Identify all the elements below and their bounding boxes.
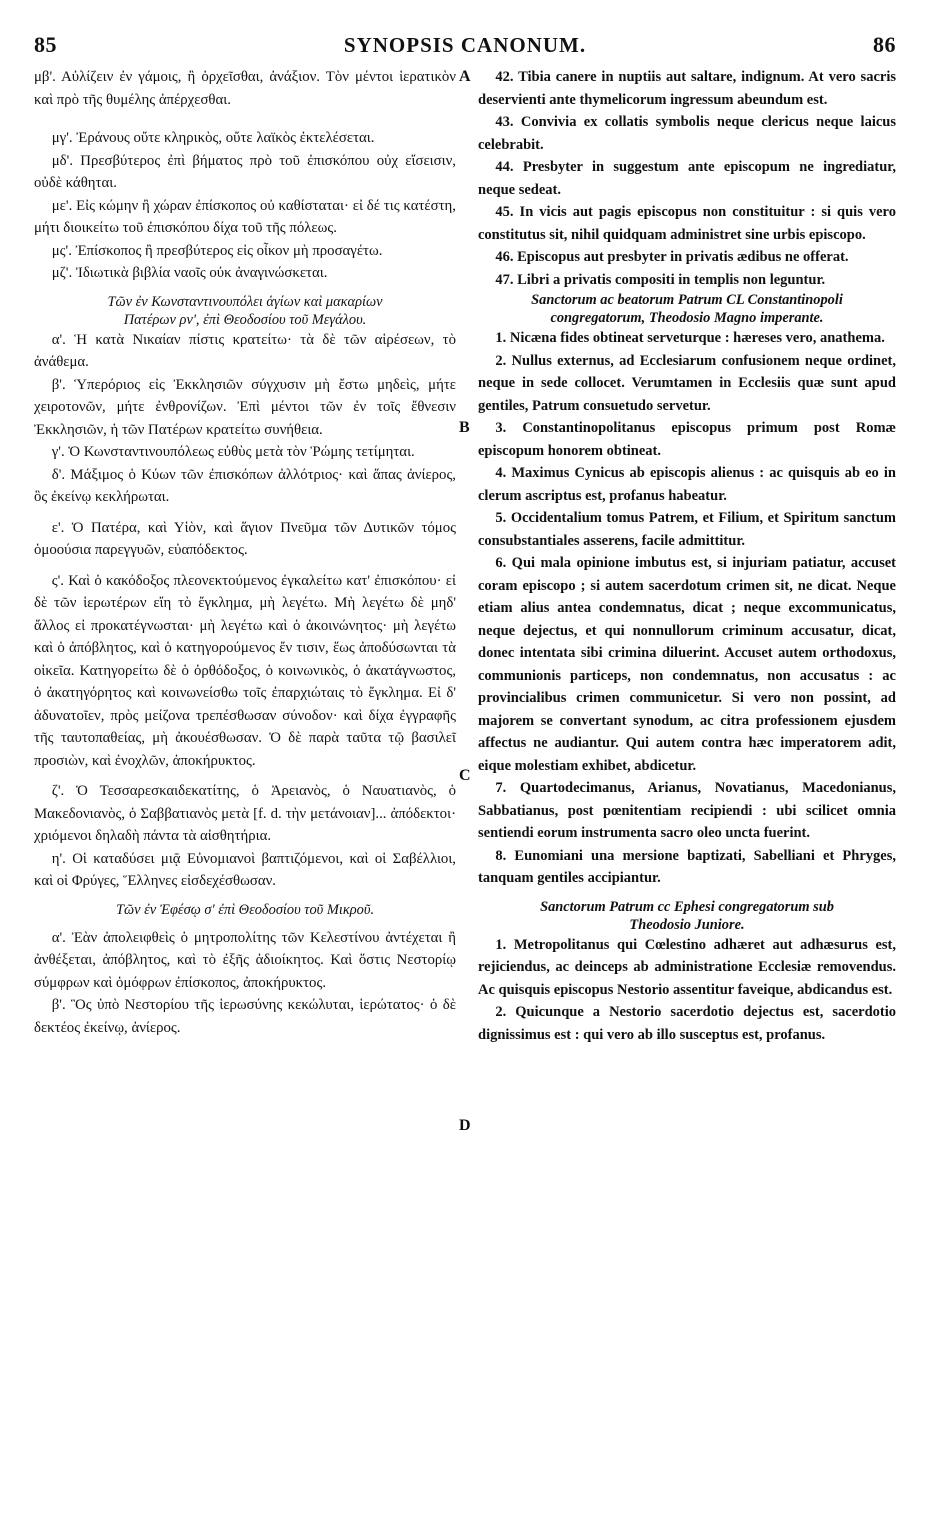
greek-section-heading-ephesus: Τῶν ἐν Ἐφέσῳ σ' ἐπὶ Θεοδοσίου τοῦ Μικροῦ. [115, 901, 375, 918]
latin-constantinople-canon-7: 7. Quartodecimanus, Arianus, Novatianus, Macedonianus, Sabbatianus, post pœnitentiam recipiendi : ubi scilicet omnia sentiendi eorum instrumenta sacro oleo uncta fuerint. [478, 780, 896, 841]
greek-constantinople-canon-7: ζ'. Ὁ Τεσσαρεσκαιδεκατίτης, ὁ Ἀρειανὸς, ὁ Ναυατιανὸς, ὁ Μακεδονιανὸς, ὁ Σαββατιανὸς μετὰ [f. d. τὴν μετάνοιαν]... ἀπόδεκτοι· χριόμενοι δηλαδὴ πάντα τὰ αἰσθητήρια. [34, 783, 456, 844]
margin-letter-a: A [459, 68, 471, 85]
page-number-right: 86 [873, 32, 896, 57]
greek-constantinople-canon-5: ε'. Ὁ Πατέρα, καὶ Υἱὸν, καὶ ἅγιον Πνεῦμα τῶν Δυτικῶν τόμος ὁμοούσια παρεγγυῶν, εὐαπόδεκτος. [34, 519, 456, 558]
latin-section-heading-constantinople-2: congregatorum, Theodosio Magno imperante. [550, 310, 824, 326]
greek-ephesus-canon-2: β'. Ὃς ὑπὸ Νεστορίου τῆς ἱερωσύνης κεκώλυται, ἱερώτατος· ὁ δὲ δεκτέος ἐκείνῳ, ἀνίερος. [34, 997, 456, 1036]
latin-constantinople-canon-1: 1. Nicæna fides obtineat serveturque : hæreses vero, anathema. [495, 330, 885, 346]
latin-section-heading-ephesus-1: Sanctorum Patrum cc Ephesi congregatorum sub [540, 898, 834, 915]
greek-constantinople-canon-1: α'. Ἡ κατὰ Νικαίαν πίστις κρατείτω· τὰ δὲ τῶν αἱρέσεων, τὸ ἀνάθεμα. [34, 331, 456, 370]
latin-constantinople-canon-5: 5. Occidentalium tomus Patrem, et Filium, et Spiritum sanctum consubstantiales asserens, facile admittitur. [478, 510, 896, 549]
margin-letter-b: B [459, 419, 470, 436]
latin-constantinople-canon-2: 2. Nullus externus, ad Ecclesiarum confusionem neque ordinet, neque in sede collocet. Verumtamen in Ecclesiis quæ sunt apud gentiles, Patrum consuetudo servetur. [478, 352, 896, 414]
greek-canon-45: με'. Εἰς κώμην ἢ χώραν ἐπίσκοπος οὐ καθίσταται· εἰ δέ τις κατέστη, μήτι διοικείτω τοῦ ἐπισκόπου δίχα τοῦ τῆς πόλεως. [34, 197, 456, 236]
latin-ephesus-canon-2: 2. Quicunque a Nestorio sacerdotio dejectus est, sacerdotio dignissimus est : qui vero ab illo susceptus est, profanus. [478, 1004, 896, 1043]
greek-section-heading-constantinople-2: Πατέρων ρν', ἐπὶ Θεοδοσίου τοῦ Μεγάλου. [123, 311, 367, 328]
latin-canon-43: 43. Convivia ex collatis symbolis neque clericus neque laicus celebrabit. [478, 114, 896, 153]
greek-ephesus-canon-1: α'. Ἐὰν ἀπολειφθεὶς ὁ μητροπολίτης τῶν Κελεστίνου ἀντέχεται ἢ ἀνθέξεται, ἀπόβλητος, καὶ τὸ ἐξῆς ἀδιοίκητος. Καὶ ὅστις Νεστορίῳ σύμφρων καὶ ὁμόφρων ἐπίσκοπος, ἀποκήρυκτος. [34, 929, 456, 991]
greek-constantinople-canon-3: γ'. Ὁ Κωνσταντινουπόλεως εὐθὺς μετὰ τὸν Ῥώμης τετίμηται. [51, 444, 415, 460]
latin-constantinople-canon-8: 8. Eunomiani una mersione baptizati, Sabelliani et Phryges, tanquam gentiles accipiantur. [478, 847, 896, 886]
greek-constantinople-canon-4: δ'. Μάξιμος ὁ Κύων τῶν ἐπισκόπων ἀλλότριος· καὶ ἅπας ἀνίερος, ὃς ἐκείνῳ κεκλήρωται. [34, 466, 456, 505]
latin-section-heading-ephesus-2: Theodosio Juniore. [629, 916, 745, 933]
latin-canon-42: 42. Tibia canere in nuptiis aut saltare, indignum. At vero sacris deservienti ante thymelicorum ingressum abeundum est. [478, 69, 896, 108]
latin-canon-44: 44. Presbyter in suggestum ante episcopum ne ingrediatur, neque sedeat. [478, 159, 896, 198]
greek-canon-42: μβ'. Αὐλίζειν ἐν γάμοις, ἢ ὀρχεῖσθαι, ἀνάξιον. Τὸν μέντοι ἱερατικὸν καὶ πρὸ τῆς θυμέλης ἀπέρχεσθαι. [34, 69, 456, 108]
page-number-left: 85 [34, 32, 57, 57]
greek-constantinople-canon-8: η'. Οἱ καταδύσει μιᾷ Εὐνομιανοὶ βαπτιζόμενοι, καὶ οἱ Σαβέλλιοι, καὶ οἱ Φρύγες, Ἕλληνες εἰσδεχέσθωσαν. [34, 850, 456, 889]
latin-constantinople-canon-3: 3. Constantinopolitanus episcopus primum post Romæ episcopum honorem obtineat. [478, 420, 896, 459]
greek-canon-46: μς'. Ἐπίσκοπος ἢ πρεσβύτερος εἰς οἶκον μὴ προσαγέτω. [51, 242, 383, 259]
page-title: SYNOPSIS CANONUM. [343, 32, 587, 57]
running-head [34, 30, 896, 60]
latin-column [478, 66, 896, 1046]
greek-canon-47: μζ'. Ἰδιωτικὰ βιβλία ναοῖς οὐκ ἀναγινώσκεται. [51, 265, 328, 281]
greek-canon-43: μγ'. Ἐράνους οὔτε κληρικὸς, οὔτε λαϊκὸς ἐκτελέσεται. [51, 130, 375, 146]
latin-constantinople-canon-4: 4. Maximus Cynicus ab episcopis alienus : ac quisquis ab eo in clerum ascriptus est, profanus habeatur. [478, 465, 896, 504]
greek-canon-44: μδ'. Πρεσβύτερος ἐπὶ βήματος πρὸ τοῦ ἐπισκόπου οὐχ εἴσεισιν, οὐδὲ κάθηται. [34, 152, 456, 191]
latin-canon-47: 47. Libri a privatis compositi in templis non leguntur. [495, 271, 826, 288]
latin-canon-46: 46. Episcopus aut presbyter in privatis ædibus ne offerat. [495, 249, 849, 265]
greek-column [34, 66, 456, 1039]
latin-ephesus-canon-1: 1. Metropolitanus qui Cœlestino adhæret aut adhæsurus est, rejiciendus, ac deinceps ab administratione Ecclesiæ removendus. Ac quisquis episcopus Nestorio assentitur faveique, abdicandus est. [478, 936, 896, 998]
margin-letter-c: C [459, 767, 471, 784]
margin-letter-d: D [459, 1117, 471, 1134]
greek-section-heading-constantinople-1: Τῶν ἐν Κωνσταντινουπόλει ἁγίων καὶ μακαρίων [107, 293, 383, 310]
latin-section-heading-constantinople-1: Sanctorum ac beatorum Patrum CL Constantinopoli [531, 292, 843, 308]
latin-canon-45: 45. In vicis aut pagis episcopus non constituitur : si quis vero constitutus sit, nihil quidquam administret sine urbis episcopo. [478, 204, 896, 243]
latin-constantinople-canon-6: 6. Qui mala opinione imbutus est, si injuriam patiatur, accuset coram episcopo ; si autem sacerdotum crimen sit, ne dicat. Neque etiam alius antea condemnatus, dicat ; neque excommunicatus, neque dejectus, et qui nonnullorum criminum accusatur, dicat, donec intentata sibi crimina diluerint. Accuset autem orthodoxus, communionis particeps, non condemnatus, non accusatus : ac provincialibus crimen communicetur. Si vero non possint, ad majorem se convertant synodum, ac citra professionem ejusdem affectus ne audiantur. Qui autem contra hæc imperatorem adit, eique molestiam exhibet, abdicetur. [478, 555, 896, 774]
greek-constantinople-canon-6: ς'. Καὶ ὁ κακόδοξος πλεονεκτούμενος ἐγκαλείτω κατ' ἐπισκόπου· εἰ δὲ τῶν ἱερωτέρων εἴη τὸ ἔγκλημα, μὴ λεγέτω. Μὴ λεγέτω δὲ μηδ' ἄλλος εἰ προκατέγνωσται· μὴ λεγέτω καὶ ὁ ἀκοινώνητος· μὴ λεγέτω καὶ ὁ ἀπόβλητος, καὶ ὁ κατηγορούμενος ἔν τισιν, ἕως ἀποδύσωνται τὰ οἰκεῖα. Κατηγορείτω δὲ ὁ ὀρθόδοξος, ὁ κοινωνικὸς, ὁ ἀκατάγνωστος, ὁ ἀκατηγόρητος καὶ κοινωνείσθω τοῖς ἐπαρχιώταις τὸ ἔγκλημα. Εἰ δ' ἀδυνατοῖεν, πρὸς μείζονα τρεπέσθωσαν σύνοδον· καὶ δίχα ἐγγραφῆς τῆς ταυτοπαθείας, μὴ ἀκουέσθωσαν. Ὁ δὲ παρὰ ταῦτα τῷ βασιλεῖ προσιὼν, καὶ ἐνοχλῶν, ἀποκήρυκτος. [34, 572, 456, 769]
greek-constantinople-canon-2: β'. Ὑπερόριος εἰς Ἐκκλησιῶν σύγχυσιν μὴ ἔστω μηδεὶς, μήτε χειροτονῶν, μήτε ἐνθρονίζων. Ἐπὶ μέντοι τῶν ἐν τοῖς ἔθνεσιν Ἐκκλησιῶν, ἡ τῶν Πατέρων κρατείτω συνήθεια. [34, 376, 456, 438]
